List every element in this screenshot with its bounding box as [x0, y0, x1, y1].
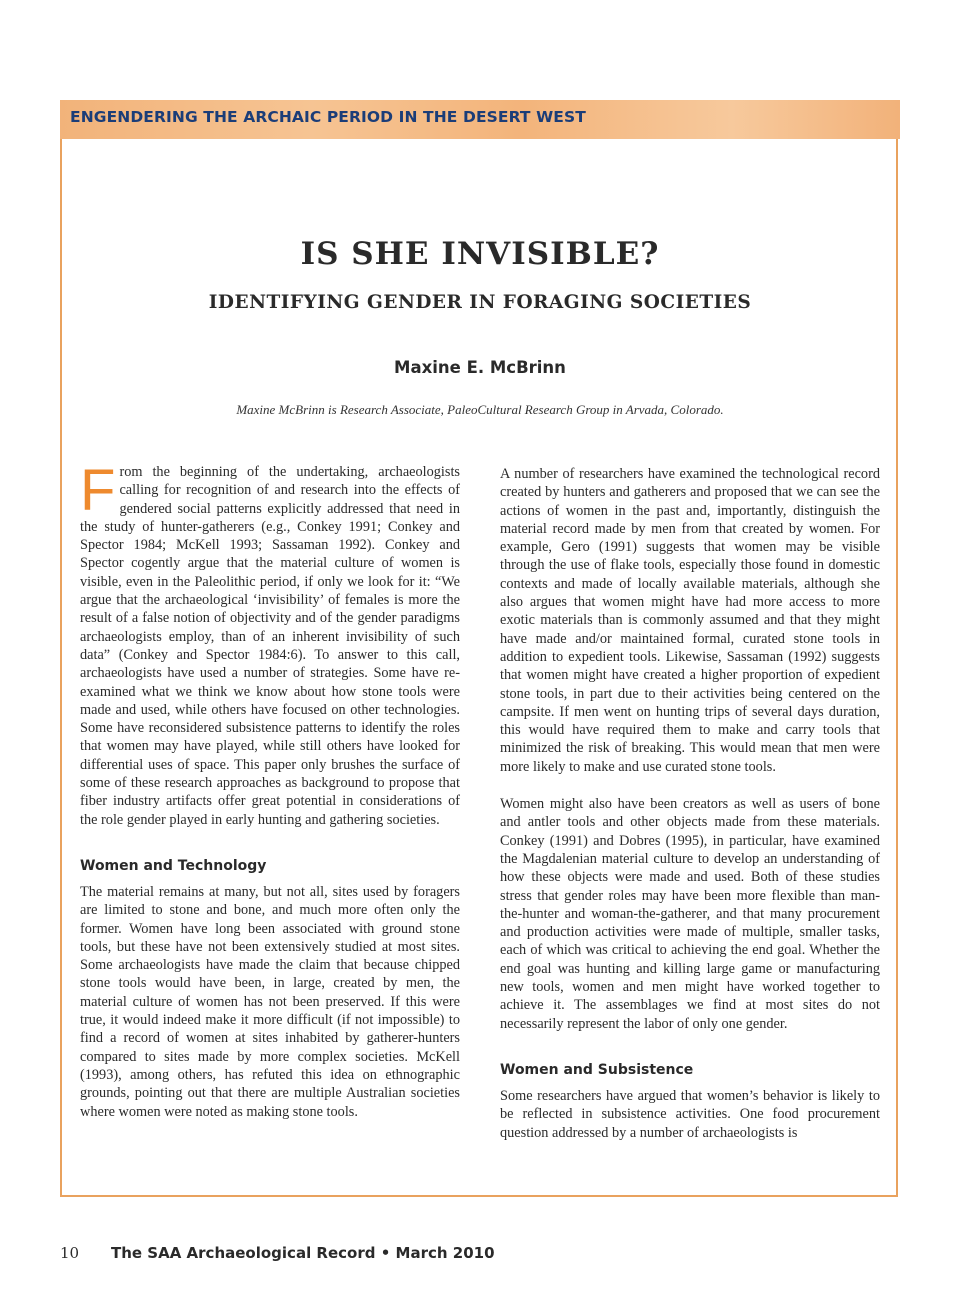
section-heading-technology: Women and Technology	[80, 857, 267, 874]
journal-footer: The SAA Archaeological Record • March 2010	[111, 1244, 495, 1262]
article-subtitle: IDENTIFYING GENDER IN FORAGING SOCIETIES	[208, 292, 752, 313]
right-column	[500, 465, 880, 1142]
banner-title: ENGENDERING THE ARCHAIC PERIOD IN THE DESERT WEST	[70, 108, 586, 126]
article-title: IS SHE INVISIBLE?	[300, 236, 660, 272]
drop-cap: F	[80, 458, 116, 523]
technology-paragraph: The material remains at many, but not all, sites used by foragers are limited to stone and bone, and much more often only the former. Women have long been associated with ground stone tools, but these have not been extensively studied at most sites. Some archaeologists have made the claim that because chipped stone tools would have been, in large, created by men, the material culture of women has not been preserved. If this were true, it would indeed make it more difficult (if not impossible) to find a record of women at sites inhabited by gatherer-hunters compared to sites made by more complex societies. McKell (1993), among others, has refuted this idea on ethnographic grounds, pointing out that there are multiple Australian societies where women were noted as making stone tools.	[80, 883, 460, 1120]
left-column	[80, 458, 460, 1121]
section-banner	[60, 100, 900, 139]
article-author: Maxine E. McBrinn	[394, 358, 566, 377]
section-heading-subsistence: Women and Subsistence	[500, 1061, 694, 1078]
subsistence-paragraph: Some researchers have argued that women’s behavior is likely to be reflected in subsistence activities. One food procurement question addressed by a number of archaeologists is	[500, 1087, 880, 1141]
intro-paragraph	[80, 458, 460, 829]
technology-record-paragraph: A number of researchers have examined the technological record created by hunters and gatherers and proposed that we can see the actions of women in the past and, importantly, distinguish the material record made by men from that created by women. For example, Gero (1991) suggests that women may be visible through the use of flake tools, especially those found in domestic contexts and made of locally available materials, although she also argues that women might have had more access to more exotic materials than is commonly assumed and that they might have made and/or maintained formal, curated stone tools in addition to expedient tools. Likewise, Sassaman (1992) suggests that women might have created a higher proportion of expedient stone tools, in part due to their activities being centered on the campsite. If men went on hunting trips of several days duration, this would have required them to make and carry tools that minimized the risk of breaking. This would mean that men were more likely to make and use curated stone tools.	[500, 466, 880, 775]
intro-text: rom the beginning of the undertaking, archaeologists calling for recognition of and research into the effects of gendered social patterns explicitly addressed that need in the study of hunter-gatherers (e.g., Conkey 1991; Conkey and Spector 1984; McKell 1993; Sassaman 1992). Conkey and Spector cogently argue that the material culture of women is visible, even in the Paleolithic period, if only we look for it: “We argue that the archaeological ‘invisibility’ of females is more the result of a false notion of objectivity and of the gender paradigms archaeologists employ, than of an inherent invisibility of such data” (Conkey and Spector 1984:6). To answer to this call, archaeologists have used a number of strategies. Some have re-examined what we think we know about how stone tools were made and used, while others have focused on other technologies. Some have reconsidered subsistence patterns to identify the roles that women may have played, while still others have looked for differential uses of space. This paper only brushes the surface of some of these research approaches as background to propose that fiber industry artifacts offer great potential in considerations of the role gender played in early hunting and gathering societies.	[80, 464, 460, 828]
bone-antler-paragraph: Women might also have been creators as well as users of bone and antler tools and other objects made from these materials. Conkey (1991) and Dobres (1995), in particular, have examined the Magdalenian material culture to develop an understanding of how these objects were made and used. Both of these studies stress that gender roles may have been more flexible than man-the-hunter and woman-the-gatherer, and that many procurement and production activities were made of multiple, smaller tasks, each of which was critical to achieving the end goal. Whether the end goal was hunting and killing large game or manufacturing new tools, women and men might have worked together to achieve it. The assemblages we find at most sites do not necessarily represent the labor of only one gender.	[500, 796, 880, 1032]
author-affiliation: Maxine McBrinn is Research Associate, PaleoCultural Research Group in Arvada, Colorado.	[236, 402, 724, 417]
page-number: 10	[60, 1244, 80, 1262]
